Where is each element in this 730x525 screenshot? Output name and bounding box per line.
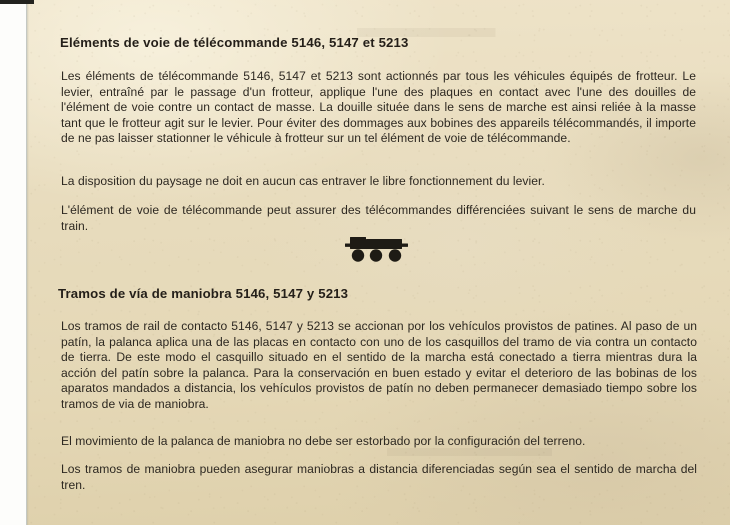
paragraph-spanish-3-text: Los tramos de maniobra pueden asegurar maniobras a distancia diferenciadas según sea el sentido de marcha del tren. bbox=[61, 462, 697, 492]
scan-left-margin bbox=[0, 0, 27, 525]
section-heading-french: Eléments de voie de télécommande 5146, 5147 et 5213 bbox=[60, 35, 409, 50]
paragraph-french-3-text: L'élément de voie de télécommande peut assurer des télécommandes différenciées suivant le sens de marche du train. bbox=[61, 203, 696, 233]
paragraph-spanish-2-text: El movimiento de la palanca de maniobra no debe ser estorbado por la configuración del terreno. bbox=[61, 434, 586, 448]
leaflet-content bbox=[30, 0, 697, 525]
paragraph-spanish-3 bbox=[61, 462, 697, 493]
paragraph-french-3 bbox=[61, 203, 696, 234]
paragraph-french-1 bbox=[61, 69, 696, 147]
paragraph-spanish-1-text: Los tramos de rail de contacto 5146, 5147 y 5213 se accionan por los vehículos provistos de patines. Al paso de un patín, la palanca aplica una de las placas en contacto con uno de los casquillos del tramo de via contra un contacto de tierra. De este modo el casquillo situado en el sentido de la marcha está conectado a tierra mientras dura la acción del patín sobre la palanca. Para la conservación en buen estado y evitar el deterioro de las bobinas de los aparatos mandados a distancia, los vehículos provistos de patín no deben permanecer demasiado tiempo sobre los tramos de via de maniobra. bbox=[61, 319, 697, 411]
paragraph-spanish-2 bbox=[61, 434, 697, 450]
scan-page-gutter-shadow bbox=[26, 0, 29, 525]
paragraph-french-2 bbox=[61, 174, 696, 190]
scan-top-dark-edge bbox=[0, 0, 34, 4]
railcar-silhouette-icon bbox=[340, 233, 420, 267]
paragraph-spanish-1 bbox=[61, 319, 697, 413]
section-heading-spanish: Tramos de vía de maniobra 5146, 5147 y 5213 bbox=[58, 286, 349, 301]
paragraph-french-1-text: Les éléments de télécommande 5146, 5147 et 5213 sont actionnés par tous les véhicules équipés de frotteur. Le levier, entraîné par le passage d'un frotteur, applique l'une des plaques en contact avec l'une des douilles de l'élément de voie contre un contact de masse. La douille située dans le sens de marche est ainsi reliée à la masse tant que le frotteur agit sur le levier. Pour éviter des dommages aux bobines des appareils télécommandés, il importe de ne pas laisser stationner le véhicule à frotteur sur un tel élément de voie de télécommande. bbox=[61, 69, 696, 146]
paragraph-french-2-text: La disposition du paysage ne doit en aucun cas entraver le libre fonctionnement du levier. bbox=[61, 174, 545, 188]
